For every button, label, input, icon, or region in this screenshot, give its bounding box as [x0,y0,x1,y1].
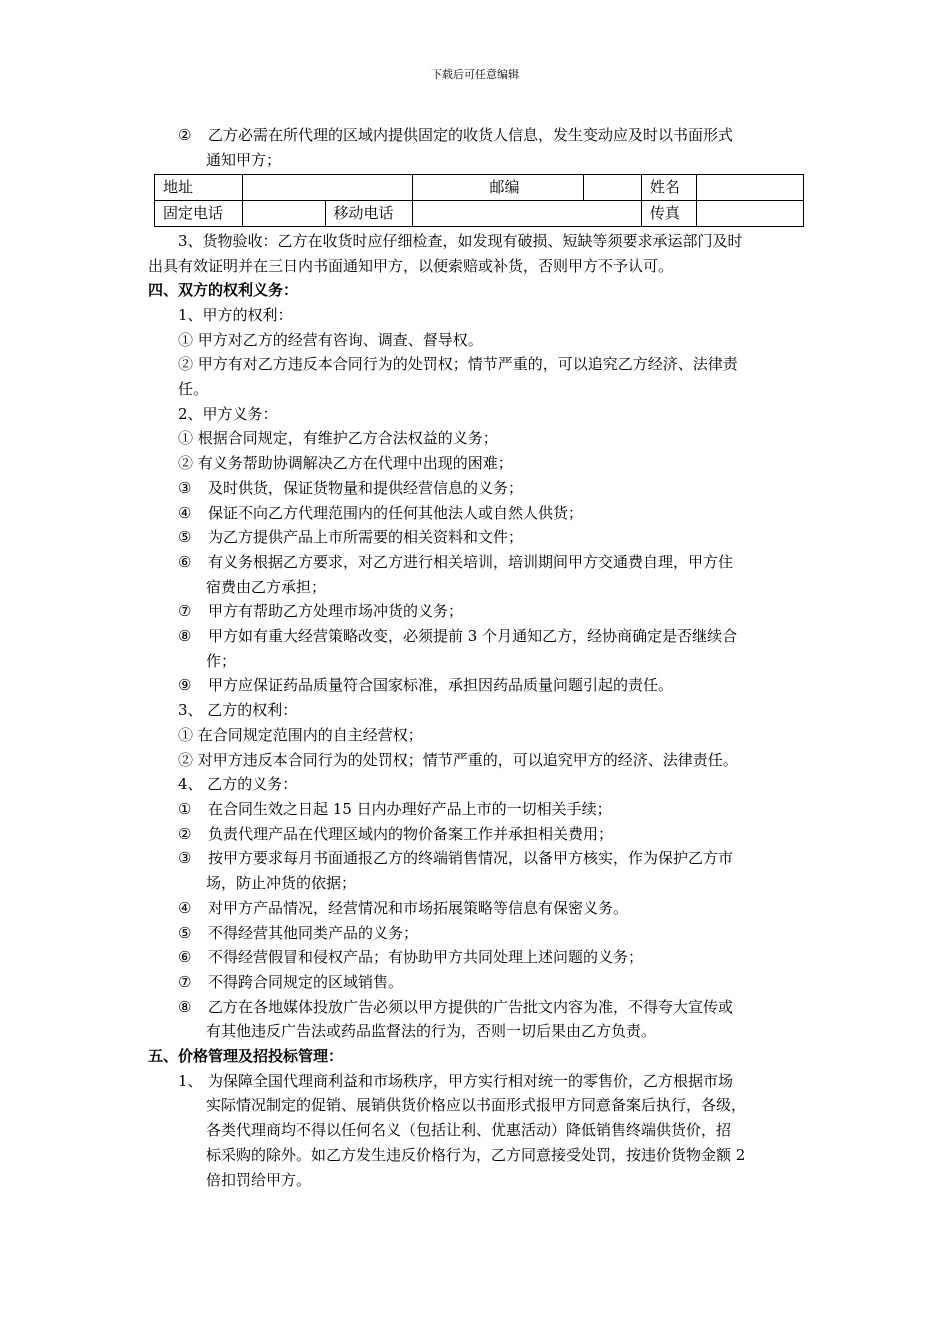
clause-line: ① 在合同规定范围内的自主经营权； [178,725,423,744]
clause-text: 在合同生效之日起 15 日内办理好产品上市的一切相关手续； [208,799,612,818]
clause-line [148,822,816,847]
clause-text: 按甲方要求每月书面通报乙方的终端销售情况，以备甲方核实，作为保护乙方市 [208,849,734,868]
table-cell: 移动电话 [325,201,413,227]
table-cell [697,175,804,201]
clause-text: 不得经营其他同类产品的义务； [208,923,419,942]
clause-line [148,599,816,624]
clause-line [148,476,816,501]
table-cell: 邮编 [413,175,584,201]
clause-text: 及时供货，保证货物量和提供经营信息的义务； [208,478,524,497]
clause-line: 3、货物验收：乙方在收货时应仔细检查，如发现有破损、短缺等须要求承运部门及时 [178,231,743,250]
clause-text: 为保障全国代理商利益和市场秩序，甲方实行相对统一的零售价，乙方根据市场 [208,1071,734,1090]
clause-line [148,1069,816,1094]
clause-line: 任。 [178,380,209,399]
clause-number: ③ [178,478,192,497]
table-row [155,175,804,201]
clause-number: ⑦ [178,972,192,991]
clause-line [148,995,816,1020]
clause-number: ⑦ [178,602,192,621]
clause-line: ② 有义务帮助协调解决乙方在代理中出现的困难； [178,454,513,473]
clause-number: ⑤ [178,923,192,942]
table-cell: 传真 [641,201,696,227]
clause-number: ⑤ [178,528,192,547]
clause-number: ④ [178,503,192,522]
clause-line: 通知甲方； [206,150,282,169]
clause-line: 各类代理商均不得以任何名义（包括让利、优惠活动）降低销售终端供货价，招 [206,1121,732,1140]
clause-line: 场，防止冲货的依据； [206,874,357,893]
clause-number: ⑨ [178,676,192,695]
clause-number: ⑧ [178,627,192,646]
clause-number: ⑥ [178,552,192,571]
table-row [155,201,804,227]
clause-line [148,921,816,946]
clause-text: 甲方如有重大经营策略改变，必须提前 3 个月通知乙方，经协商确定是否继续合 [208,627,738,646]
subsection-heading: 2、甲方义务： [178,404,278,423]
clause-line: 标采购的除外。如乙方发生违反价格行为，乙方同意接受处罚，按违价货物金额 2 [206,1145,746,1164]
clause-text: 保证不向乙方代理范围内的任何其他法人或自然人供货； [208,503,584,522]
clause-number: 1、 [178,1071,203,1090]
clause-number: ⑧ [178,997,192,1016]
clause-line: 宿费由乙方承担； [206,577,327,596]
clause-line: ② 对甲方违反本合同行为的处罚权；情节严重的，可以追究甲方的经济、法律责任。 [178,750,738,769]
table-cell: 固定电话 [155,201,243,227]
section-heading: 五、价格管理及招投标管理： [148,1047,344,1066]
clause-text: 为乙方提供产品上市所需要的相关资料和文件； [208,528,524,547]
clause-line [148,673,816,698]
page-header: 下载后可任意编辑 [431,68,519,81]
table-cell [697,201,804,227]
clause-line: 实际情况制定的促销、展销供货价格应以书面形式报甲方同意备案后执行，各级， [206,1096,747,1115]
subsection-heading: 1、甲方的权利： [178,305,293,324]
clause-line [148,501,816,526]
clause-line [148,550,816,575]
subsection-heading: 3、 乙方的权利： [178,701,298,720]
clause-line: 倍扣罚给甲方。 [206,1170,312,1189]
clause-text: 甲方有帮助乙方处理市场冲货的义务； [208,602,464,621]
table-cell [243,175,413,201]
clause-text: 不得跨合同规定的区域销售。 [208,972,404,991]
subsection-heading: 4、 乙方的义务： [178,775,298,794]
clause-line [148,123,816,148]
section-heading: 四、双方的权利义务： [148,281,299,300]
clause-line: 出具有效证明并在三日内书面通知甲方，以便索赔或补货，否则甲方不予认可。 [148,256,674,275]
clause-text: 不得经营假冒和侵权产品；有协助甲方共同处理上述问题的义务； [208,948,644,967]
clause-line [148,846,816,871]
clause-line [148,525,816,550]
clause-number: ① [178,799,192,818]
clause-number: ② [178,824,192,843]
clause-line: ① 根据合同规定，有维护乙方合法权益的义务； [178,429,498,448]
clause-number: ② [178,126,192,144]
clause-text: 甲方应保证药品质量符合国家标准，承担因药品质量问题引起的责任。 [208,676,674,695]
clause-line: ② 甲方有对乙方违反本合同行为的处罚权；情节严重的，可以追究乙方经济、法律责 [178,355,738,374]
clause-line [148,970,816,995]
contract-body [148,123,816,1192]
clause-text: 对甲方产品情况，经营情况和市场拓展策略等信息有保密义务。 [208,898,629,917]
clause-text: 负责代理产品在代理区域内的物价备案工作并承担相关费用； [208,824,614,843]
clause-line: 有其他违反广告法或药品监督法的行为，否则一切后果由乙方负责。 [206,1022,657,1041]
clause-text: 乙方在各地媒体投放广告必须以甲方提供的广告批文内容为准，不得夸大宣传或 [208,997,734,1016]
clause-number: ③ [178,849,192,868]
clause-line [148,896,816,921]
table-cell: 姓名 [641,175,696,201]
clause-line [148,945,816,970]
clause-text: 有义务根据乙方要求，对乙方进行相关培训，培训期间甲方交通费自理，甲方住 [208,552,734,571]
clause-text: 乙方必需在所代理的区域内提供固定的收货人信息，发生变动应及时以书面形式 [208,126,734,144]
table-cell [243,201,325,227]
clause-line: ① 甲方对乙方的经营有咨询、调查、督导权。 [178,330,483,349]
clause-line [148,624,816,649]
receiver-info-table [154,174,804,226]
clause-line [148,797,816,822]
clause-number: ⑥ [178,948,192,967]
table-cell [584,175,642,201]
table-cell [413,201,641,227]
table-cell: 地址 [155,175,243,201]
clause-line: 作； [206,651,237,670]
clause-number: ④ [178,898,192,917]
